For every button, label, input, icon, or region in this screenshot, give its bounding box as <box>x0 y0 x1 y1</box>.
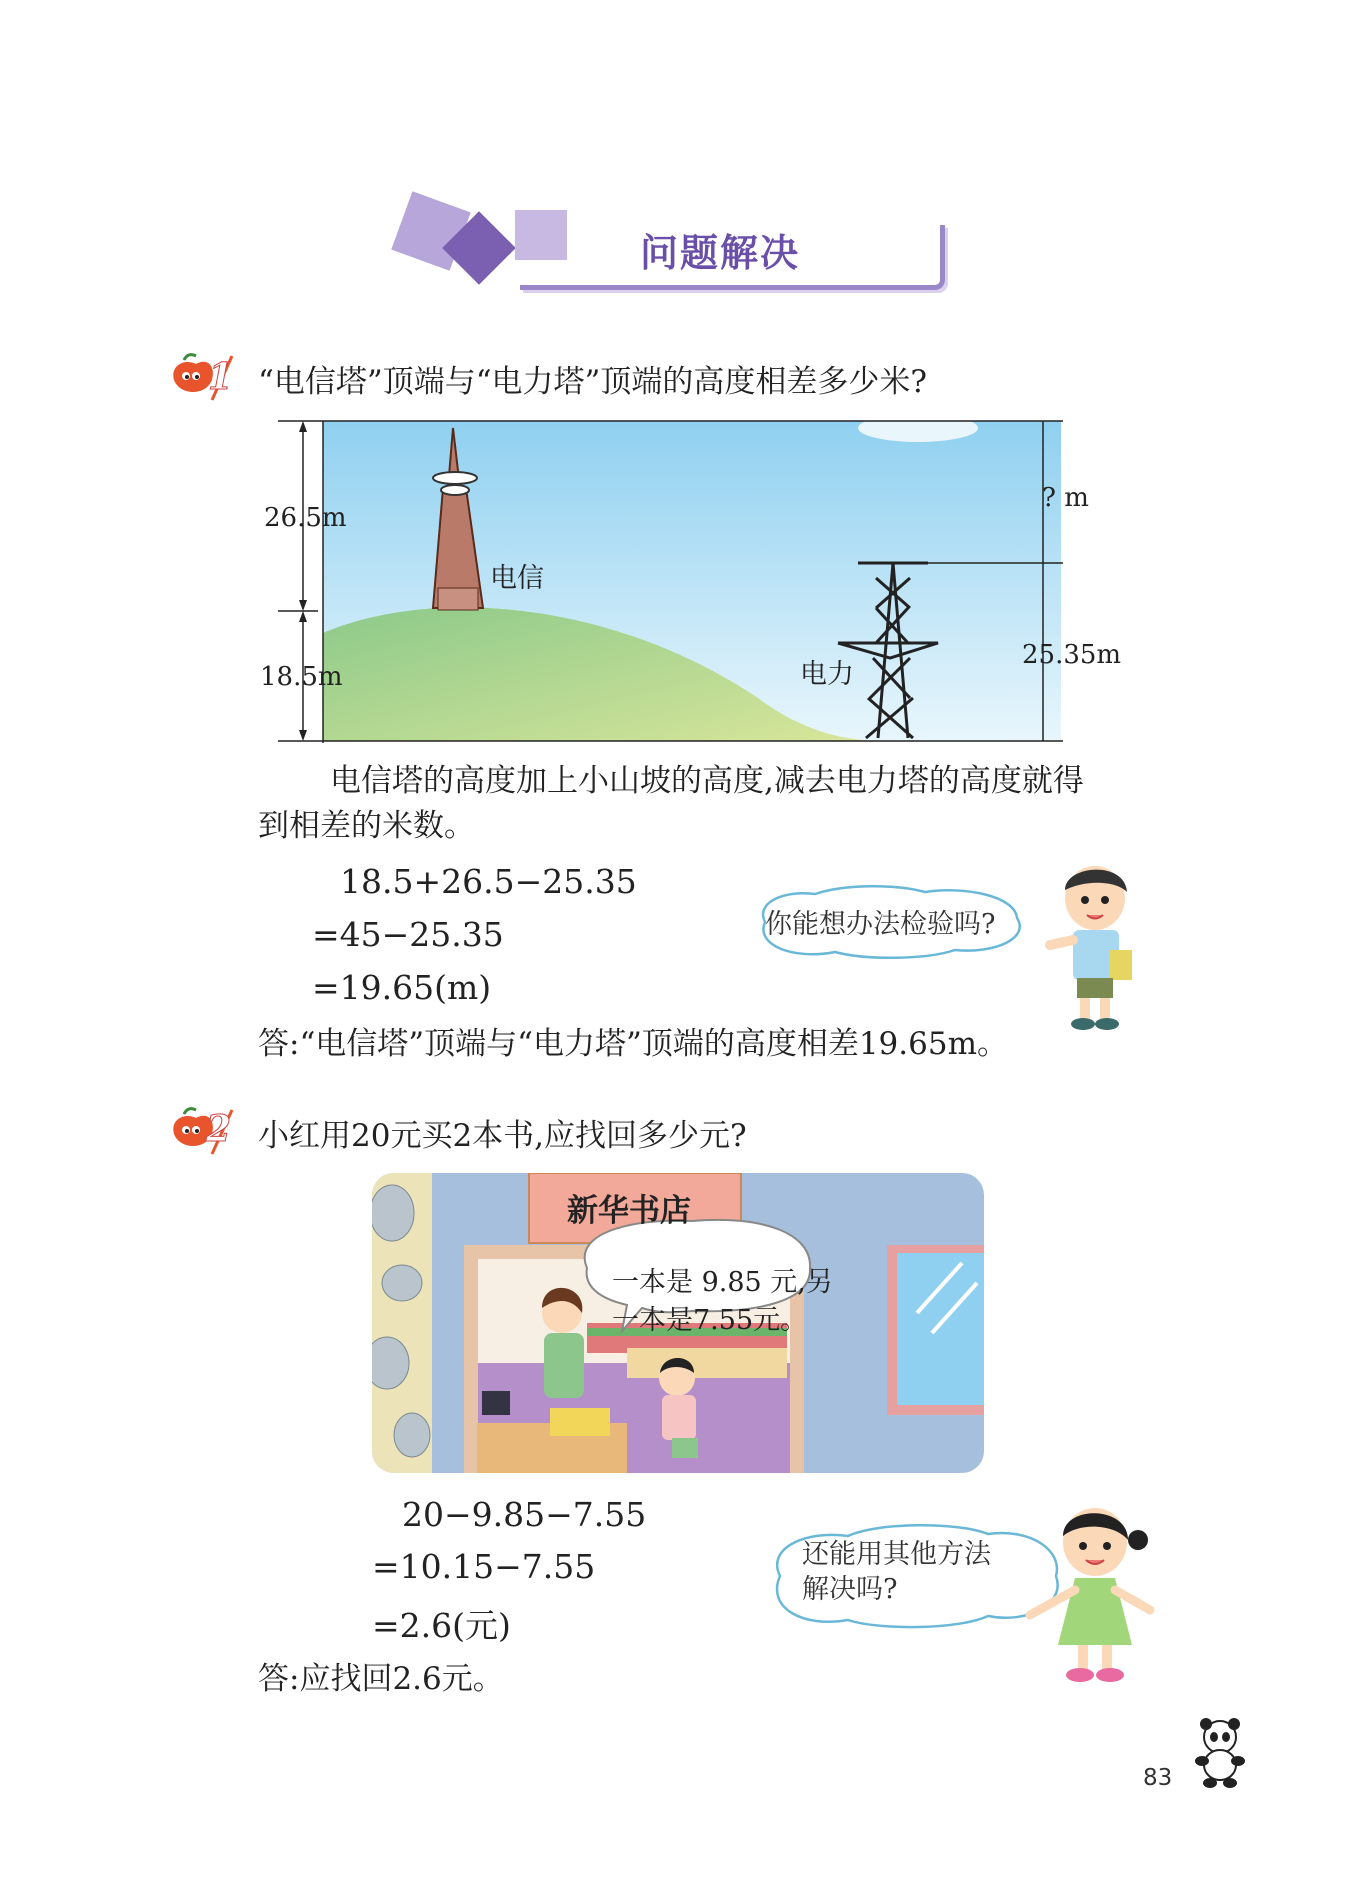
problem-question: 小红用20元买2本书,应找回多少元? <box>258 1118 747 1154</box>
explanation-line: 电信塔的高度加上小山坡的高度,减去电力塔的高度就得 <box>330 763 1084 799</box>
panda-icon <box>1190 1715 1250 1790</box>
telecom-label: 电信 <box>490 563 544 594</box>
explanation-line: 到相差的米数。 <box>258 808 475 844</box>
calc-line: =45−25.35 <box>312 915 504 954</box>
tower-height-label: 26.5m <box>264 503 347 533</box>
calc-line: =19.65(m) <box>312 968 492 1007</box>
speech-text: 一本是 9.85 元,另 <box>612 1267 833 1298</box>
power-tower-height-label: 25.35m <box>1022 640 1122 670</box>
calc-line: =2.6(元) <box>372 1606 511 1645</box>
answer: 答:应找回2.6元。 <box>258 1661 504 1697</box>
bubble-text: 解决吗? <box>802 1574 898 1605</box>
power-label: 电力 <box>800 659 854 690</box>
bubble-text: 还能用其他方法 <box>802 1539 991 1570</box>
section-title: 问题解决 <box>640 230 801 275</box>
store-sign: 新华书店 <box>567 1193 691 1229</box>
tower-diagram <box>278 418 1068 743</box>
problem-number: 2 <box>206 1108 232 1150</box>
boy-character-icon <box>1045 860 1145 1035</box>
problem-number: 1 <box>208 356 234 398</box>
header-decoration-square <box>515 210 567 260</box>
bubble-text: 你能想办法检验吗? <box>765 909 996 940</box>
calc-line: =10.15−7.55 <box>372 1547 596 1586</box>
unknown-height-label: ? m <box>1042 483 1089 513</box>
speech-text: 一本是7.55元。 <box>612 1305 808 1336</box>
calc-line: 20−9.85−7.55 <box>402 1495 647 1534</box>
problem-question: “电信塔”顶端与“电力塔”顶端的高度相差多少米? <box>258 364 928 400</box>
calc-line: 18.5+26.5−25.35 <box>340 862 637 901</box>
girl-character-icon <box>1020 1500 1170 1690</box>
page-number: 83 <box>1143 1765 1173 1791</box>
answer: 答:“电信塔”顶端与“电力塔”顶端的高度相差19.65m。 <box>258 1026 1008 1062</box>
hill-height-label: 18.5m <box>260 662 343 692</box>
